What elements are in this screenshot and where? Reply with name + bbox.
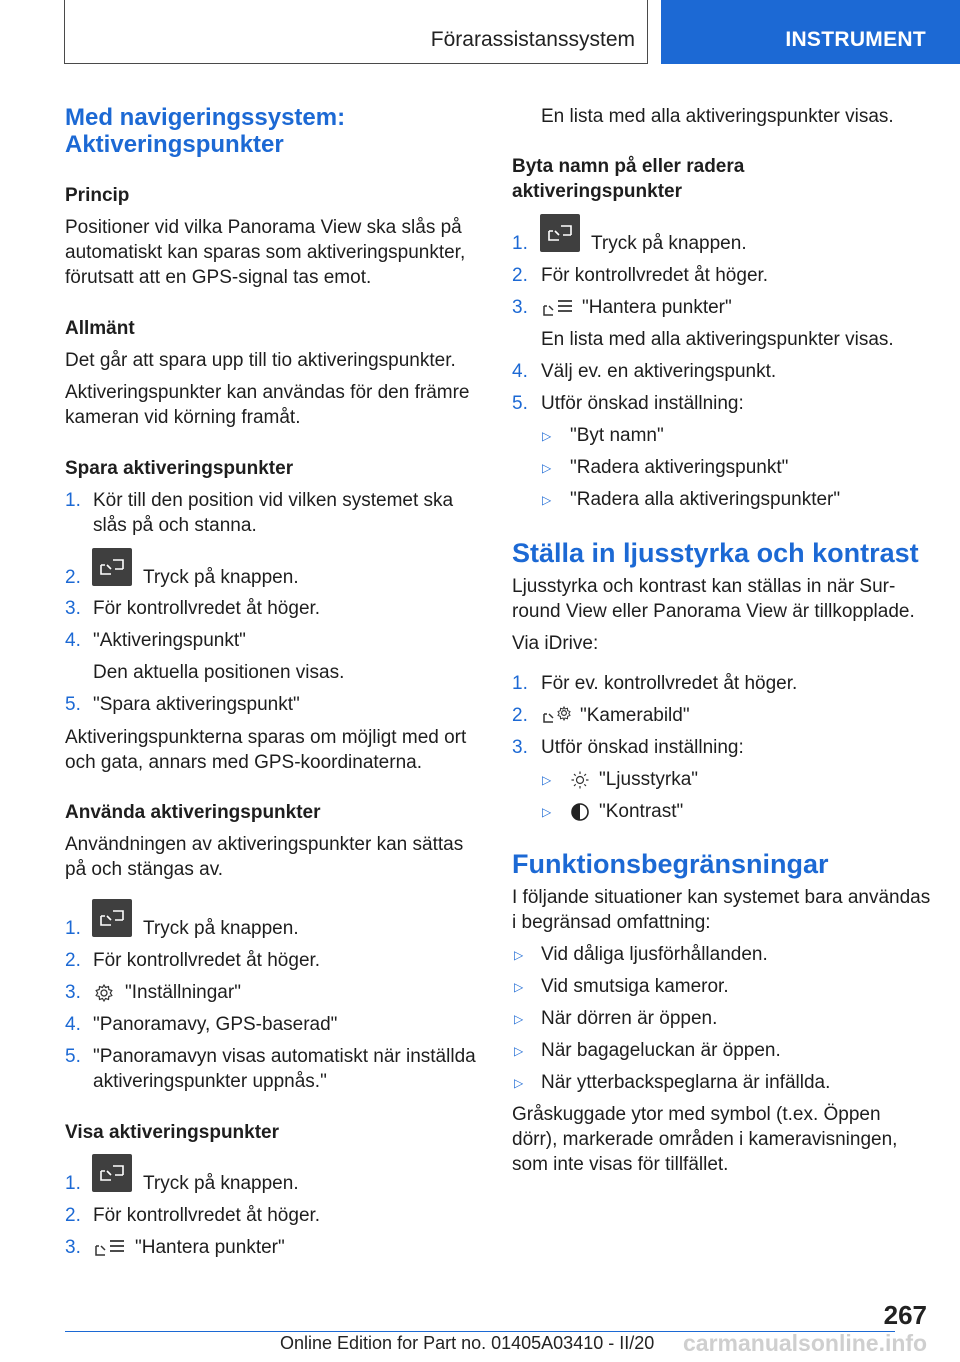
- general-heading: Allmänt: [65, 318, 135, 339]
- bullet-triangle-icon: ▷: [542, 429, 552, 443]
- section-title: Funktionsbegränsningar: [512, 849, 829, 879]
- camera-button-icon: [92, 1154, 132, 1192]
- step-number: 1.: [65, 1173, 81, 1194]
- camera-button-icon: [540, 214, 580, 252]
- step-number: 4.: [65, 1014, 81, 1035]
- step-number: 2.: [512, 265, 528, 286]
- step-number: 3.: [65, 1237, 81, 1258]
- step-subtext: Den aktuella positionen visas.: [93, 662, 345, 683]
- step-number: 5.: [512, 393, 528, 414]
- step-number: 4.: [65, 630, 81, 651]
- general-text: Det går att spara upp till tio aktiveringspunkter.: [65, 350, 456, 371]
- sun-icon: [570, 770, 590, 790]
- step-number: 1.: [65, 918, 81, 939]
- section-title: Med navigeringssystem:: [65, 104, 346, 131]
- step-text: "Inställningar": [125, 982, 241, 1003]
- step-number: 1.: [512, 233, 528, 254]
- step-number: 2.: [65, 567, 81, 588]
- save-heading: Spara aktiveringspunkter: [65, 458, 294, 479]
- step-text: "Panoramavy, GPS-baserad": [93, 1014, 338, 1035]
- limit-item: När ytterbackspeglarna är infällda.: [541, 1072, 831, 1093]
- header-section-title: Förarassistanssystem: [430, 28, 635, 51]
- step-text: "Hantera punkter": [135, 1237, 285, 1258]
- step-text: Välj ev. en aktiveringspunkt.: [541, 361, 777, 382]
- bullet-triangle-icon: ▷: [514, 948, 524, 962]
- brightness-via: Via iDrive:: [512, 633, 599, 654]
- rename-heading: Byta namn på eller radera: [512, 156, 745, 177]
- step-number: 3.: [512, 297, 528, 318]
- header-section-box: [64, 0, 648, 64]
- option-text: "Kontrast": [599, 801, 684, 822]
- general-text: Aktiveringspunkter kan användas för den främre: [65, 382, 470, 403]
- manage-points-icon: [542, 298, 574, 318]
- step-text: "Kamerabild": [580, 705, 690, 726]
- step-text: Kör till den position vid vilken systemet ska: [93, 490, 454, 511]
- bullet-triangle-icon: ▷: [514, 980, 524, 994]
- step-text: Tryck på knappen.: [143, 918, 299, 939]
- step-number: 2.: [512, 705, 528, 726]
- step-text: "Spara aktiveringspunkt": [93, 694, 300, 715]
- save-note: Aktiveringspunkterna sparas om möjligt med ort: [65, 727, 467, 748]
- header-chapter-tab[interactable]: [661, 0, 960, 64]
- limit-item: När dörren är öppen.: [541, 1008, 718, 1029]
- bullet-triangle-icon: ▷: [542, 773, 552, 787]
- limit-item: Vid dåliga ljusförhållanden.: [541, 944, 768, 965]
- watermark: carmanualsonline.info: [683, 1330, 928, 1356]
- use-intro: Användningen av aktiveringspunkter kan sättas: [65, 834, 464, 855]
- step-number: 1.: [65, 490, 81, 511]
- step-text: slås på och stanna.: [93, 515, 257, 536]
- limits-note: som inte visas för tillfället.: [512, 1154, 729, 1175]
- step-number: 2.: [65, 1205, 81, 1226]
- option-text: "Ljusstyrka": [599, 769, 699, 790]
- principle-text: automatiskt kan sparas som aktiveringspunkter,: [65, 242, 466, 263]
- rename-heading: aktiveringspunkter: [512, 181, 682, 202]
- step-text: "Panoramavyn visas automatiskt när inställda: [93, 1046, 476, 1067]
- step-number: 3.: [65, 598, 81, 619]
- bullet-triangle-icon: ▷: [542, 461, 552, 475]
- general-text: kameran vid körning framåt.: [65, 407, 301, 428]
- bullet-triangle-icon: ▷: [542, 805, 552, 819]
- manage-points-icon: [94, 1238, 126, 1258]
- option-text: "Radera alla aktiveringspunkter": [570, 489, 841, 510]
- save-note: och gata, annars med GPS-koordinaterna.: [65, 752, 422, 773]
- limit-item: När bagageluckan är öppen.: [541, 1040, 781, 1061]
- step-text: "Aktiveringspunkt": [93, 630, 246, 651]
- step-text: För kontrollvredet åt höger.: [93, 1205, 321, 1226]
- step-number: 3.: [65, 982, 81, 1003]
- step-text: Tryck på knappen.: [591, 233, 747, 254]
- limits-intro: i begränsad omfattning:: [512, 912, 711, 933]
- step-number: 1.: [512, 673, 528, 694]
- principle-heading: Princip: [65, 185, 130, 206]
- step-number: 2.: [65, 950, 81, 971]
- contrast-icon: [570, 802, 590, 822]
- camera-button-icon: [92, 548, 132, 586]
- bullet-triangle-icon: ▷: [514, 1044, 524, 1058]
- step-number: 5.: [65, 694, 81, 715]
- principle-text: Positioner vid vilka Panorama View ska slås på: [65, 217, 462, 238]
- limit-item: Vid smutsiga kameror.: [541, 976, 729, 997]
- show-heading: Visa aktiveringspunkter: [65, 1122, 280, 1143]
- bullet-triangle-icon: ▷: [542, 493, 552, 507]
- gear-icon: [94, 983, 114, 1003]
- step-number: 5.: [65, 1046, 81, 1067]
- bullet-triangle-icon: ▷: [514, 1076, 524, 1090]
- step-text: aktiveringspunkter uppnås.": [93, 1071, 327, 1092]
- step-number: 4.: [512, 361, 528, 382]
- step-subtext: En lista med alla aktiveringspunkter visas.: [541, 329, 894, 350]
- step-text: För kontrollvredet åt höger.: [93, 950, 321, 971]
- footer-edition: Online Edition for Part no. 01405A03410 - II/20: [280, 1333, 655, 1353]
- step-text: För kontrollvredet åt höger.: [541, 265, 769, 286]
- header-chapter-title: INSTRUMENT: [785, 28, 926, 51]
- step-text: För ev. kontrollvredet åt höger.: [541, 673, 798, 694]
- option-text: "Radera aktiveringspunkt": [570, 457, 789, 478]
- step-number: 3.: [512, 737, 528, 758]
- step-text: Utför önskad inställning:: [541, 393, 744, 414]
- camera-settings-icon: [542, 705, 572, 725]
- limits-intro: I följande situationer kan systemet bara användas: [512, 887, 931, 908]
- use-intro: på och stängas av.: [65, 859, 224, 880]
- section-title: Aktiveringspunkter: [65, 131, 284, 158]
- step-text: Utför önskad inställning:: [541, 737, 744, 758]
- limits-note: dörr), markerade områden i kameravisningen,: [512, 1129, 898, 1150]
- brightness-intro: round View eller Panorama View är tillkopplade.: [512, 601, 915, 622]
- limits-note: Gråskuggade ytor med symbol (t.ex. Öppen: [512, 1104, 881, 1125]
- camera-button-icon: [92, 899, 132, 937]
- step-text: Tryck på knappen.: [143, 1173, 299, 1194]
- principle-text: förutsatt att en GPS-signal tas emot.: [65, 267, 372, 288]
- show-result-text: En lista med alla aktiveringspunkter visas.: [541, 106, 894, 127]
- option-text: "Byt namn": [570, 425, 664, 446]
- step-text: För kontrollvredet åt höger.: [93, 598, 321, 619]
- section-title: Ställa in ljusstyrka och kontrast: [512, 538, 919, 568]
- page-number: 267: [883, 1300, 927, 1330]
- use-heading: Använda aktiveringspunkter: [65, 802, 321, 823]
- bullet-triangle-icon: ▷: [514, 1012, 524, 1026]
- step-text: Tryck på knappen.: [143, 567, 299, 588]
- brightness-intro: Ljusstyrka och kontrast kan ställas in när Sur‐: [512, 576, 896, 597]
- step-text: "Hantera punkter": [582, 297, 732, 318]
